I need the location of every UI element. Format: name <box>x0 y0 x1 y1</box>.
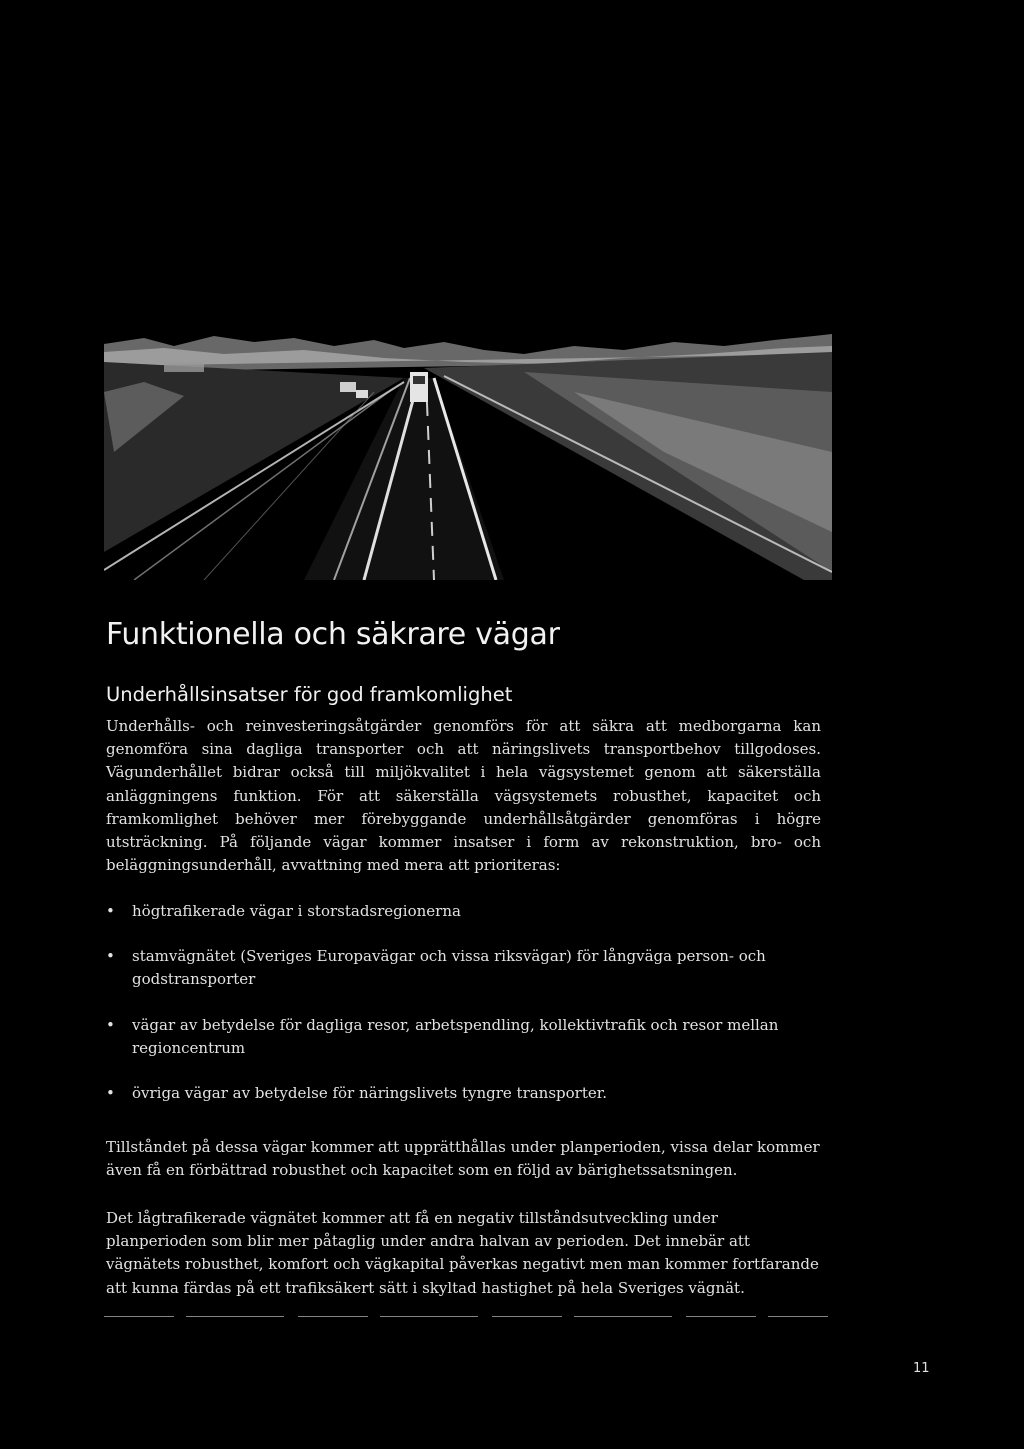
road-photo <box>104 332 832 580</box>
list-item-text: övriga vägar av betydelse för näringslivets tyngre transporter. <box>132 1084 608 1103</box>
list-item-text: högtrafikerade vägar i storstadsregionerna <box>132 902 461 920</box>
list-item-text: stamvägnätet (Sveriges Europavägar och vissa riksvägar) för långväga person- och godstransporter <box>132 947 766 989</box>
bullet-icon: • <box>106 1084 115 1103</box>
bullet-icon: • <box>106 947 115 966</box>
road-photo-icon <box>104 332 832 580</box>
list-item <box>106 1014 821 1060</box>
footer-divider <box>104 1316 828 1317</box>
priority-road-list <box>106 900 821 1127</box>
list-item <box>106 945 821 991</box>
paragraph-maintenance-state: Tillståndet på dessa vägar kommer att upprätthållas under planperioden, vissa delar kommer även få en förbättrad robusthet och kapacitet som en följd av bärighetssatsningen. <box>106 1138 820 1180</box>
paragraph-low-traffic-network: Det lågtrafikerade vägnätet kommer att få en negativ tillståndsutveckling under planperioden som blir mer påtaglig under andra halvan av perioden. Det innebär att vägnätets robusthet, komfort och vägkapital påverkas negativt men man kommer fortfarande att kunna färdas på ett trafiksäkert sätt i skyltad hastighet på hela Sveriges vägnät. <box>106 1209 819 1297</box>
page-title: Funktionella och säkrare vägar <box>106 617 560 652</box>
bullet-icon: • <box>106 902 115 920</box>
section-subheading: Underhållsinsatser för god framkomlighet <box>106 683 513 706</box>
list-item-text: vägar av betydelse för dagliga resor, arbetspendling, kollektivtrafik och resor mellan regioncentrum <box>132 1015 779 1057</box>
list-item <box>106 1082 821 1105</box>
list-item <box>106 900 821 923</box>
bullet-icon: • <box>106 1015 115 1034</box>
page-number: 11 <box>913 1361 930 1376</box>
intro-paragraph: Underhålls- och reinvesteringsåtgärder genomförs för att säkra att medborgarna kan genomföra sina dagliga transporter och att näringslivets transportbehov tillgodoses. Vägunderhållet bidrar också till miljökvalitet i hela vägsystemet genom att säkerställa anläggningens funktion. För att säkerställa vägsystemets robusthet, kapacitet och framkomlighet behöver mer förebyggande underhållsåtgärder genomföras i högre utsträckning. På följande vägar kommer insatser i form av rekonstruktion, bro- och beläggningsunderhåll, avvattning med mera att prioriteras: <box>106 717 821 875</box>
